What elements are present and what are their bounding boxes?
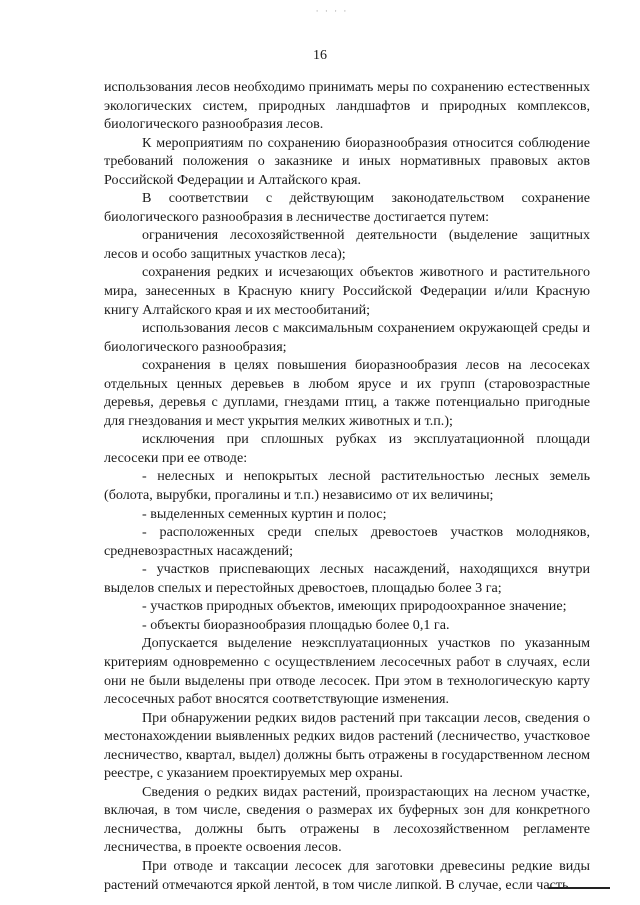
document-body: [104, 78, 590, 894]
paragraph: К мероприятиям по сохранению биоразнообразия относится соблюдение требований положения о заказнике и иных нормативных правовых актов Российской Федерации и Алтайского края.: [104, 134, 590, 188]
sub-list-item: - объекты биоразнообразия площадью более 0,1 га.: [142, 616, 450, 633]
paragraph: При отводе и таксации лесосек для заготовки древесины редкие виды растений отмечаются яркой лентой, в том числе липкой. В случае, если часть: [104, 857, 590, 893]
paragraph: Допускается выделение неэксплуатационных участков по указанным критериям одновременно с осуществлением лесосечных работ в случаях, если они не были выделены при отводе лесосек. При этом в технологическую карту лесосечных работ вносятся соответствующие изменения.: [104, 635, 590, 708]
sub-list-item: - нелесных и непокрытых лесной растительностью лесных земель (болота, вырубки, прогалины и т.п.) независимо от их величины;: [104, 468, 590, 504]
sub-list-item: - участков приспевающих лесных насаждений, находящихся внутри выделов спелых и перестойных древостоев, площадью более 3 га;: [104, 561, 590, 596]
sub-list-item: - участков природных объектов, имеющих природоохранное значение;: [142, 598, 567, 615]
list-item: исключения при сплошных рубках из эксплуатационной площади лесосеки при ее отводе:: [104, 431, 590, 466]
list-item: сохранения в целях повышения биоразнообразия лесов на лесосеках отдельных ценных деревьев в любом ярусе и их групп (старовозрастные деревья, деревья с дуплами, гнездами птиц, а также потенциально пригодные для гнездования и мест укрытия мелких животных и т.п.);: [104, 357, 590, 429]
paragraph: использования лесов необходимо принимать меры по сохранению естественных экологических систем, природных ландшафтов и природных комплексов, биологического разнообразия лесов.: [104, 79, 590, 133]
list-item: использования лесов с максимальным сохранением окружающей среды и биологического разнообразия;: [104, 320, 590, 355]
paragraph: В соответствии с действующим законодательством сохранение биологического разнообразия в лесничестве достигается путем:: [104, 190, 590, 225]
sub-list-item: - расположенных среди спелых древостоев участков молодняков, средневозрастных насаждений;: [104, 524, 590, 559]
page-number: 16: [313, 48, 327, 63]
sub-list-item: - выделенных семенных куртин и полос;: [142, 505, 387, 522]
paragraph: Сведения о редких видах растений, произрастающих на лесном участке, включая, в том числе, сведения о размерах их буферных зон для конкретного лесничества, должны быть отражены в лесохозяйственном регламенте лесничества, в проекте освоения лесов.: [104, 783, 590, 856]
top-marks: · · · ·: [315, 6, 349, 16]
paragraph: При обнаружении редких видов растений при таксации лесов, сведения о местонахождении выявленных редких видов растений (лесничество, участковое лесничество, квартал, выдел) должны быть отражены в государственном лесном реестре, с указанием проектируемых мер охраны.: [104, 709, 590, 782]
list-item: ограничения лесохозяйственной деятельности (выделение защитных лесов и особо защитных участков леса);: [104, 227, 590, 262]
list-item: сохранения редких и исчезающих объектов животного и растительного мира, занесенных в Красную книгу Российской Федерации и/или Красную книгу Алтайского края и их местообитаний;: [104, 264, 590, 318]
footer-rule: [548, 887, 610, 889]
